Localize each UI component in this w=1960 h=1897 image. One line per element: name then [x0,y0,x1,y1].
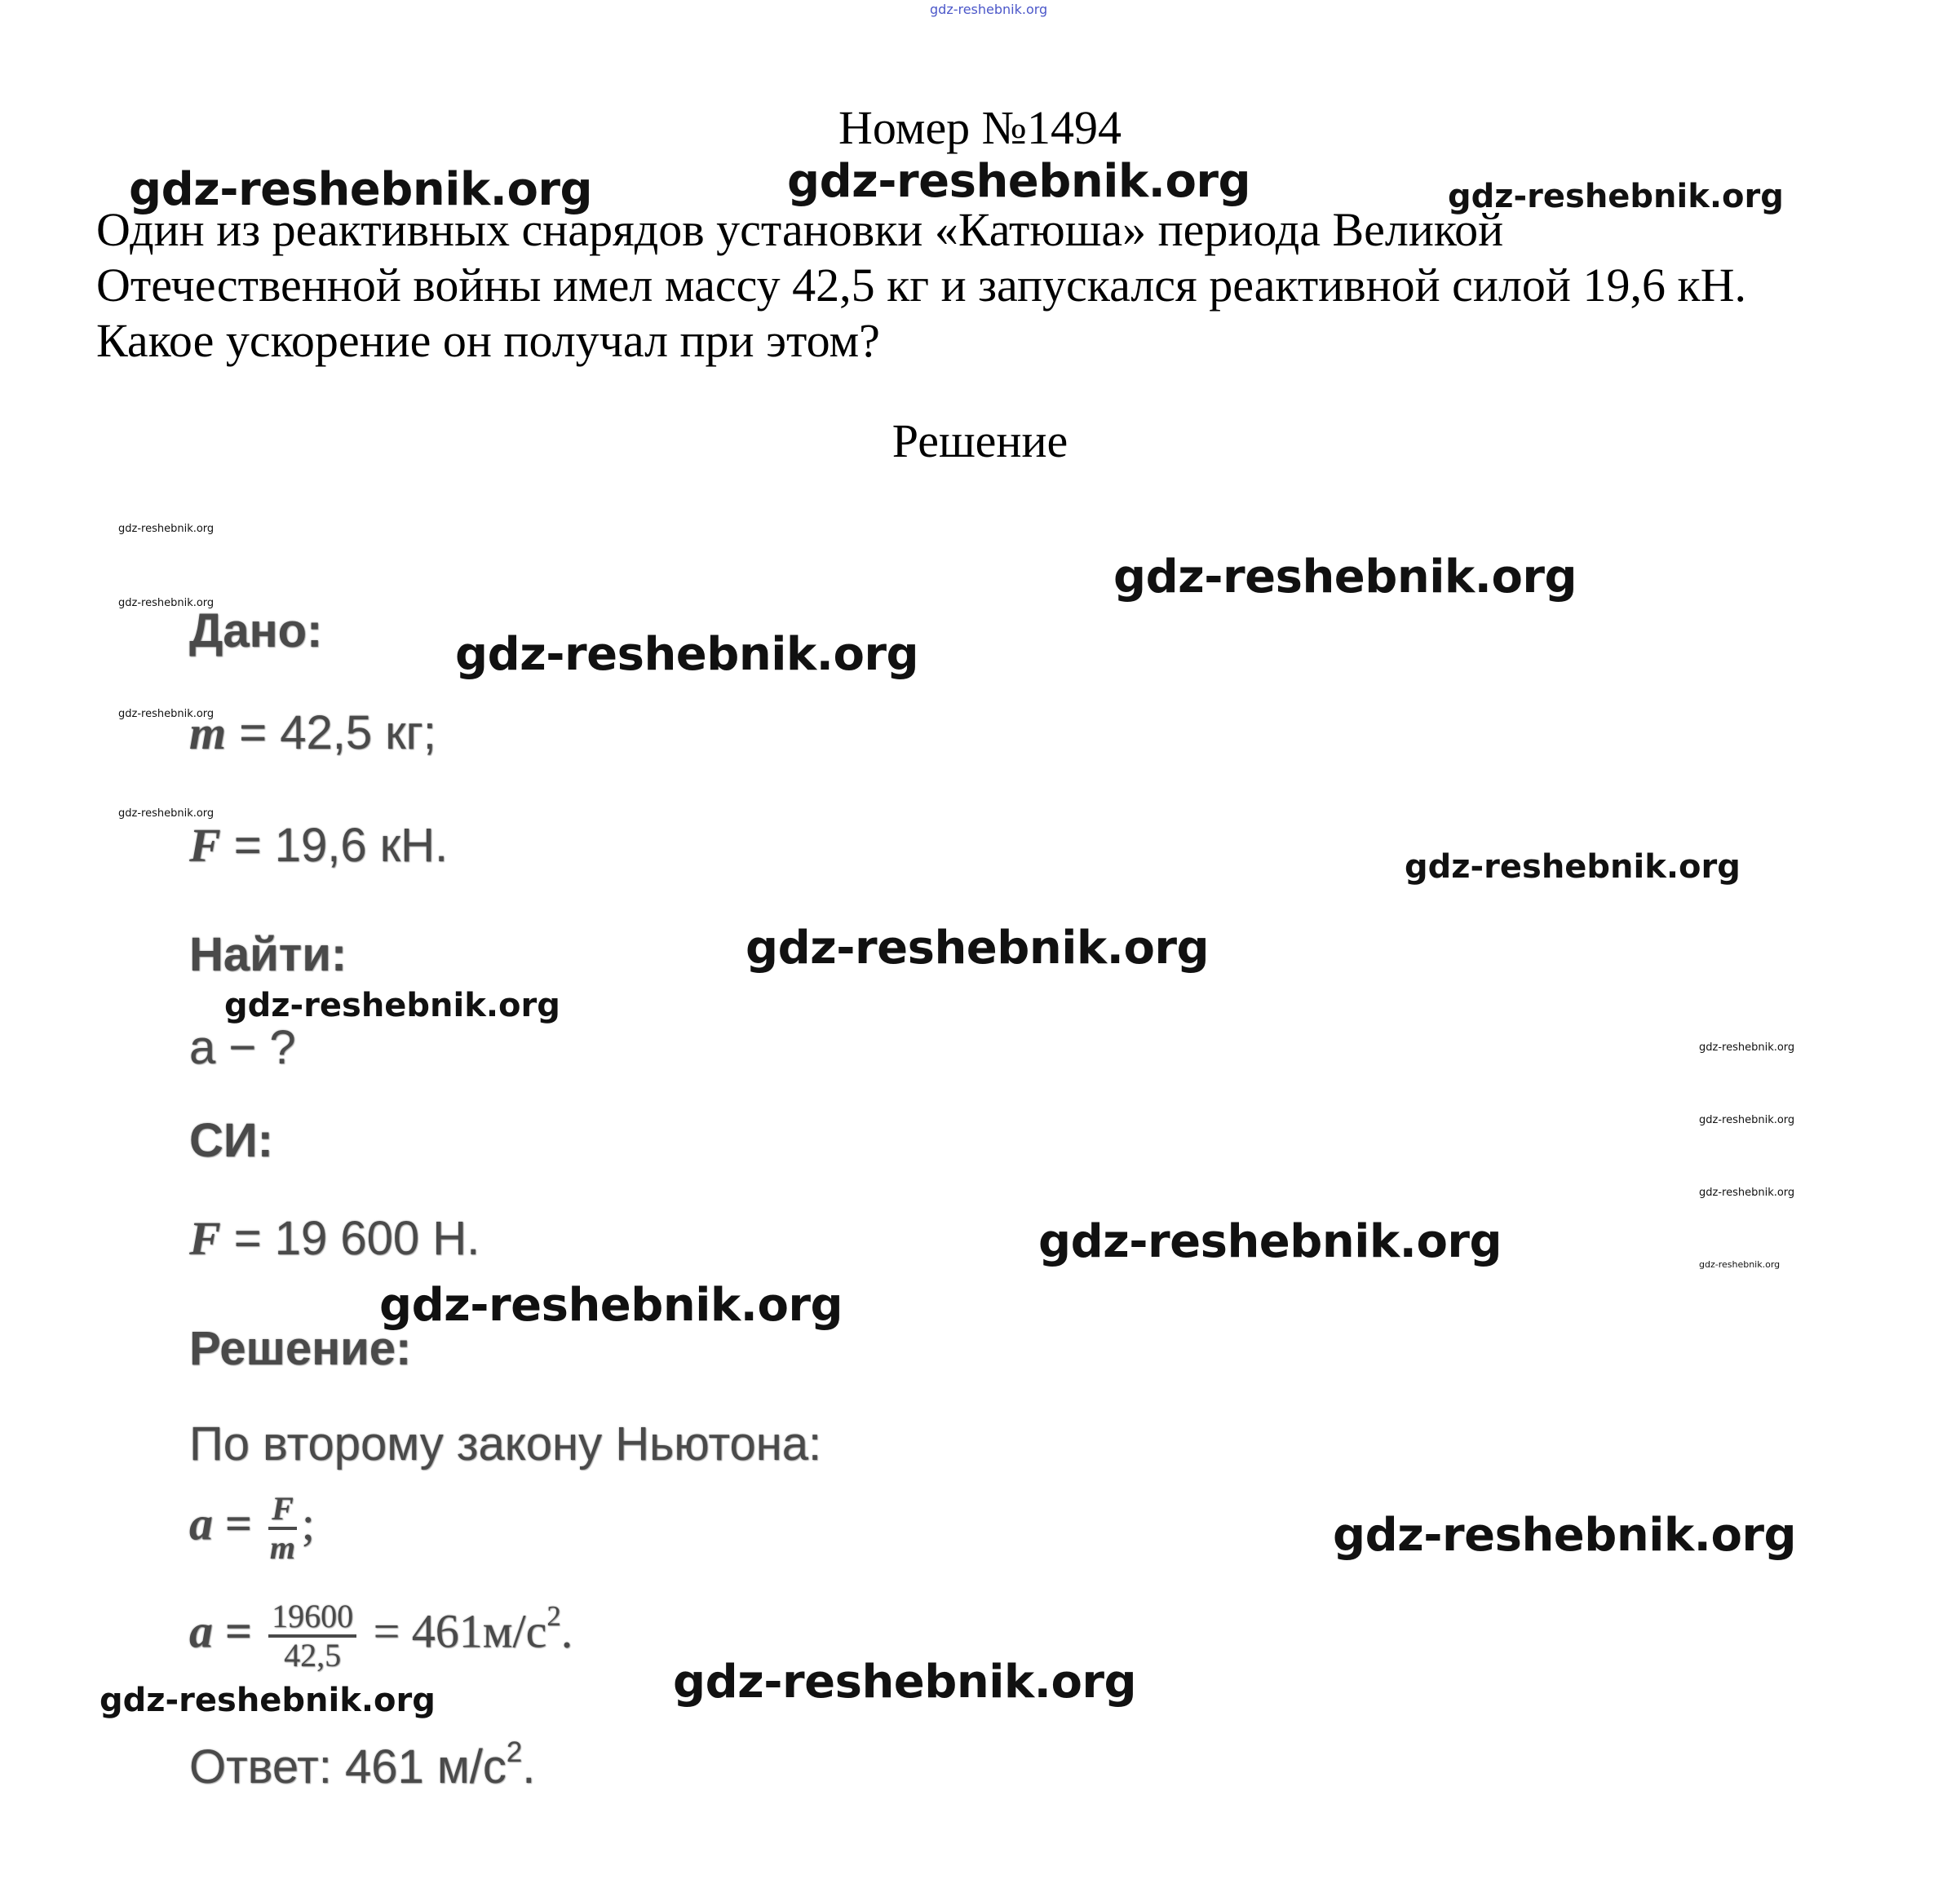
watermark: gdz-reshebnik.org [129,163,593,216]
given-mass [189,706,436,759]
force-symbol: F [189,819,221,872]
answer-text: Ответ: 461 м/с [189,1740,507,1794]
watermark: gdz-reshebnik.org [1038,1215,1502,1268]
si-force-symbol: F [189,1212,221,1265]
mass-value: = 42,5 кг; [226,706,436,759]
watermark: gdz-reshebnik.org [1405,848,1741,886]
answer-line [189,1736,536,1794]
solution-heading: Решение [892,414,1068,467]
calc-lhs: a = [189,1604,252,1658]
problem-title: Номер №1494 [838,101,1122,154]
calc-tail: . [560,1604,573,1658]
watermark: gdz-reshebnik.org [1448,178,1784,215]
given-label: Дано: [189,604,323,657]
watermark: gdz-reshebnik.org [1699,1041,1795,1054]
watermark: gdz-reshebnik.org [100,1682,436,1719]
si-force-value: = 19 600 Н. [220,1212,480,1265]
watermark: gdz-reshebnik.org [1699,1259,1781,1270]
answer-tail: . [522,1740,536,1794]
watermark: gdz-reshebnik.org [118,708,215,720]
calc-denominator: 42,5 [284,1637,342,1674]
find-value: a − ? [189,1021,296,1074]
calc-fraction [268,1600,356,1672]
answer-exponent: 2 [506,1736,523,1768]
solution-label: Решение: [189,1322,412,1375]
calc-numerator: 19600 [268,1600,356,1638]
force-value: = 19,6 кН. [220,819,449,872]
watermark: gdz-reshebnik.org [118,523,215,535]
formula-line [189,1492,315,1564]
problem-text [96,202,1891,369]
find-label: Найти: [189,928,347,981]
watermark: gdz-reshebnik.org [1699,1187,1795,1199]
given-force [189,819,449,872]
watermark: gdz-reshebnik.org [379,1279,843,1332]
problem-text-line-1: Один из реактивных снарядов установки «Катюша» периода Великой [96,203,1504,256]
si-label: СИ: [189,1114,273,1167]
watermark: gdz-reshebnik.org [746,922,1210,975]
watermark: gdz-reshebnik.org [1333,1509,1797,1562]
formula-numerator: F [268,1492,297,1530]
site-header-link[interactable]: gdz-reshebnik.org [930,2,1048,17]
watermark: gdz-reshebnik.org [1699,1114,1795,1126]
watermark: gdz-reshebnik.org [455,628,919,681]
formula-denominator: m [269,1529,295,1566]
problem-text-line-3: Какое ускорение он получал при этом? [96,314,880,367]
mass-symbol: m [189,706,227,759]
watermark: gdz-reshebnik.org [787,155,1251,208]
watermark: gdz-reshebnik.org [673,1656,1137,1709]
problem-text-line-2: Отечественной войны имел массу 42,5 кг и запускался реактивной силой 19,6 кН. [96,259,1747,312]
formula-fraction [268,1492,297,1564]
watermark: gdz-reshebnik.org [1113,551,1577,604]
calc-result: = 461м/с [373,1604,547,1658]
calc-exponent: 2 [546,1600,561,1633]
calc-line [189,1600,573,1672]
watermark: gdz-reshebnik.org [224,987,560,1024]
si-force [189,1212,480,1265]
watermark: gdz-reshebnik.org [118,597,215,609]
formula-tail: ; [301,1497,315,1550]
formula-lhs: a = [189,1497,252,1550]
law-text: По второму закону Ньютона: [189,1417,822,1470]
watermark: gdz-reshebnik.org [118,807,215,820]
